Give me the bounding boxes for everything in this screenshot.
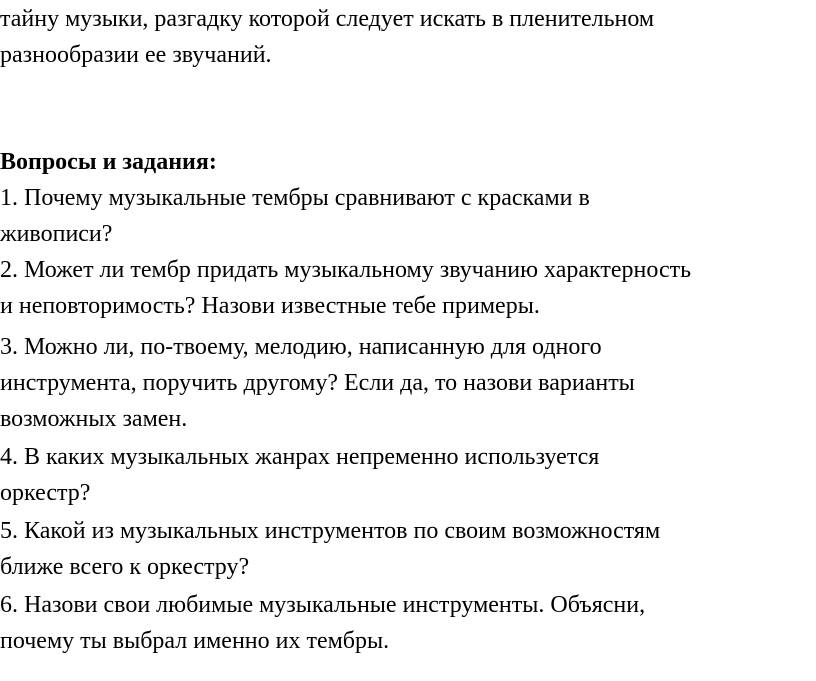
question-2-line-1: 2. Может ли тембр придать музыкальному звучанию характерность bbox=[0, 257, 692, 283]
question-4-line-2: оркестр? bbox=[0, 480, 91, 506]
question-5-line-1: 5. Какой из музыкальных инструментов по своим возможностям bbox=[0, 518, 661, 544]
question-2-line-2: и неповторимость? Назови известные тебе примеры. bbox=[0, 293, 540, 319]
question-6-line-2: почему ты выбрал именно их тембры. bbox=[0, 628, 390, 654]
intro-line-1: тайну музыки, разгадку которой следует искать в пленительном bbox=[0, 6, 655, 32]
question-6-line-1: 6. Назови свои любимые музыкальные инструменты. Объясни, bbox=[0, 592, 646, 618]
question-3-line-1: 3. Можно ли, по-твоему, мелодию, написанную для одного bbox=[0, 334, 602, 360]
intro-line-2: разнообразии ее звучаний. bbox=[0, 42, 272, 68]
question-5-line-2: ближе всего к оркестру? bbox=[0, 554, 250, 580]
question-3-line-3: возможных замен. bbox=[0, 406, 188, 432]
question-1-line-1: 1. Почему музыкальные тембры сравнивают с красками в bbox=[0, 185, 590, 211]
question-3-line-2: инструмента, поручить другому? Если да, то назови варианты bbox=[0, 370, 635, 396]
section-heading: Вопросы и задания: bbox=[0, 149, 217, 175]
question-4-line-1: 4. В каких музыкальных жанрах непременно используется bbox=[0, 444, 600, 470]
question-1-line-2: живописи? bbox=[0, 221, 113, 247]
